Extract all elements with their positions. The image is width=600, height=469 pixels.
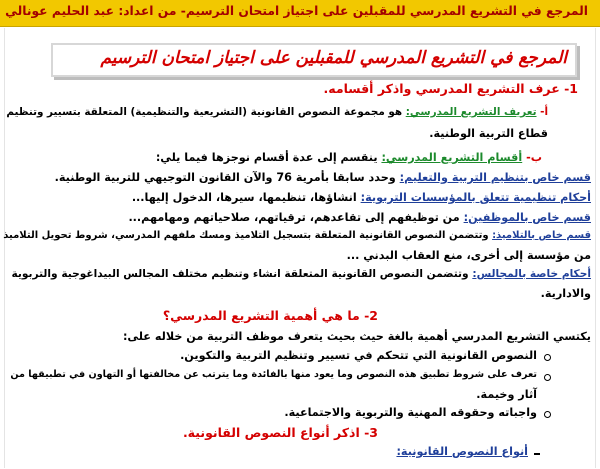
- item-text: وحدد سابقا بأمرية 76 والآن القانون التوجيهي للتربية الوطنية.: [54, 171, 396, 184]
- q1-item: [128, 211, 591, 224]
- header-text: المرجع في التشريع المدرسي للمقبلين على اجتياز امتحان الترسيم- من اعداد: عبد الحليم عونالي: [5, 4, 588, 18]
- q1-item-cont: [541, 287, 591, 300]
- title-box: [51, 43, 577, 77]
- q1-item-cont: [347, 249, 591, 262]
- q3-sub: [396, 445, 528, 458]
- dash-icon: [534, 453, 540, 455]
- document-title: المرجع في التشريع المدرسي للمقبلين على اجتياز امتحان الترسيم: [100, 48, 567, 68]
- item-label: قسم خاص بالتلاميذ:: [492, 230, 591, 241]
- item-text: وتتضمن النصوص القانونية المتعلقة بتسجيل التلاميذ ومسك ملفهم المدرسي، شروط تحويل التلاميذ: [3, 230, 489, 241]
- q2-heading: 2- ما هي أهمية التشريع المدرسي؟: [162, 308, 378, 323]
- q1-b-marker: ب-: [526, 151, 542, 164]
- item-label: أحكام تنظيمية تتعلق بالمؤسسات التربوية:: [360, 191, 591, 204]
- q1-a-marker: أ-: [540, 106, 548, 118]
- q2-bullet: واجباته وحقوقه المهنية والتربوية والاجتماعية.: [284, 406, 537, 419]
- bullet-icon: [544, 374, 551, 381]
- q1-item: [132, 191, 591, 204]
- item-label: قسم خاص بتنظيم التربية والتعليم:: [399, 171, 591, 184]
- q1-b-label: أقسام التشريع المدرسي:: [381, 151, 523, 164]
- item-text: وتتضمن النصوص القانونية المتعلقة انشاء وتنظيم مختلف المجالس البيداغوجية والتربوية: [11, 268, 469, 280]
- item-label: قسم خاص بالموظفين:: [463, 211, 591, 224]
- item-text: من مؤسسة إلى أخرى، منع العقاب البدني ...: [346, 249, 591, 262]
- q1-item: [55, 171, 591, 184]
- q2-bullet: تعرف على شروط تطبيق هذه النصوص وما يعود منها بالفائدة وما يترتب عن مخالفتها أو التهاون في تطبيقها من: [10, 369, 537, 380]
- item-text: انشاؤها، تنظيمها، سيرها، الدخول إليها...: [131, 191, 357, 204]
- item-text: والادارية.: [540, 287, 591, 300]
- q2-bullet-cont: آثار وخيمة.: [476, 388, 537, 401]
- q1-definition-line: [6, 106, 548, 118]
- page-header: [0, 0, 600, 27]
- q3-heading: 3- اذكر أنواع النصوص القانونية.: [182, 425, 378, 440]
- item-text: من توظيفهم إلى تقاعدهم، ترقياتهم، صلاحياتهم ومهامهم...: [128, 211, 460, 224]
- q1-heading: 1- عرف التشريع المدرسي واذكر أقسامه.: [323, 81, 578, 96]
- q2-bullet: النصوص القانونية التي تتحكم في تسيير وتنظيم التربية والتكوين.: [180, 349, 537, 362]
- q1-item: [3, 230, 591, 241]
- q1-a-label: تعريف التشريع المدرسي:: [405, 106, 537, 118]
- item-label: أحكام خاصة بالمجالس:: [472, 268, 591, 280]
- q1-a-text2: قطاع التربية الوطنية.: [429, 127, 548, 140]
- q1-b-text: ينقسم إلى عدة أقسام نوجزها فيما يلي:: [155, 151, 378, 164]
- q1-sections-line: [156, 151, 542, 164]
- q1-a-text1: هو مجموعة النصوص القانونية (التشريعية والتنظيمية) المتعلقة بتسيير وتنظيم: [6, 106, 403, 118]
- q2-intro: يكتسي التشريع المدرسي أهمية بالغة حيث بحيث يتعرف موظف التربية من خلاله على:: [122, 330, 591, 343]
- q3-sub-label: أنواع النصوص القانونية:: [396, 445, 528, 458]
- bullet-icon: [544, 411, 551, 418]
- bullet-icon: [544, 354, 551, 361]
- q1-item: [12, 268, 592, 280]
